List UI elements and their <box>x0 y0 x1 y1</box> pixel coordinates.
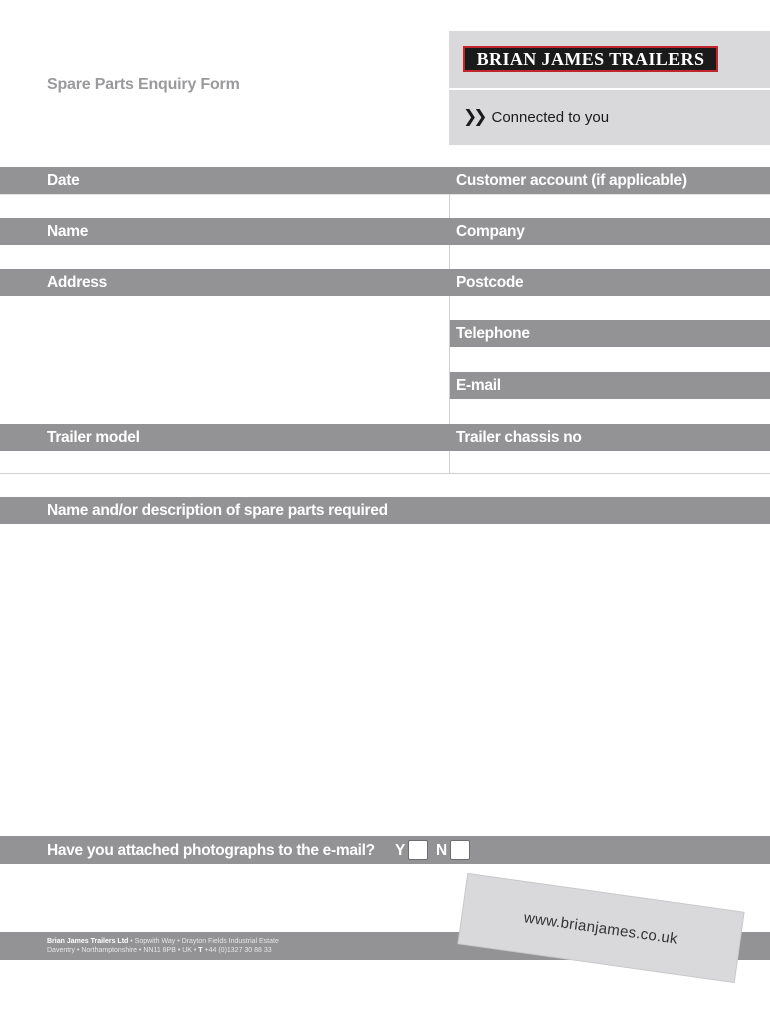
email-header-bar <box>450 372 770 399</box>
address-label: Address <box>47 274 107 291</box>
trailer-chassis-label: Trailer chassis no <box>456 429 582 446</box>
parts-description-field[interactable] <box>0 524 770 836</box>
name-field[interactable] <box>0 245 448 269</box>
divider <box>0 194 770 195</box>
telephone-field[interactable] <box>450 347 770 371</box>
column-divider <box>449 245 450 269</box>
website-card <box>458 874 743 982</box>
footer-line-1 <box>47 937 279 946</box>
date-field[interactable] <box>0 194 448 218</box>
no-checkbox[interactable] <box>450 840 470 860</box>
trailer-model-field[interactable] <box>0 451 448 473</box>
footer-tel-value: +44 (0)1327 30 88 33 <box>202 947 272 954</box>
footer-line-2 <box>47 946 279 955</box>
logo-text: BRIAN JAMES TRAILERS <box>476 48 705 69</box>
name-label: Name <box>47 223 89 240</box>
parts-description-label: Name and/or description of spare parts required <box>47 502 388 519</box>
footer-address <box>47 937 279 955</box>
photos-question-label: Have you attached photographs to the e-mail? <box>47 842 375 859</box>
footer-address-line-1: • Sopwith Way • Drayton Fields Industrial Estate <box>128 938 279 945</box>
name-header-bar <box>0 218 770 245</box>
tagline-text: Connected to you <box>491 108 610 126</box>
footer-company: Brian James Trailers Ltd <box>47 938 129 945</box>
postcode-label: Postcode <box>456 274 524 291</box>
brand-logo <box>463 46 718 72</box>
customer-account-field[interactable] <box>450 194 770 218</box>
customer-account-label: Customer account (if applicable) <box>456 172 687 189</box>
parts-header-bar <box>0 497 770 524</box>
address-header-bar <box>0 269 770 296</box>
telephone-header-bar <box>450 320 770 347</box>
company-field[interactable] <box>450 245 770 269</box>
company-label: Company <box>456 223 525 240</box>
website-link[interactable]: www.brianjames.co.uk <box>522 908 680 948</box>
tagline <box>463 107 609 127</box>
yes-label: Y <box>395 842 406 859</box>
form-title: Spare Parts Enquiry Form <box>47 76 240 93</box>
date-label: Date <box>47 172 80 189</box>
trailer-header-bar <box>0 424 770 451</box>
address-field[interactable] <box>0 296 448 424</box>
telephone-label: Telephone <box>456 325 530 342</box>
postcode-field[interactable] <box>450 296 770 320</box>
brand-divider <box>449 88 770 90</box>
footer-tel-label: T <box>198 947 203 954</box>
date-header-bar <box>0 167 770 194</box>
email-label: E-mail <box>456 377 501 394</box>
photos-header-bar <box>0 836 770 864</box>
double-chevron-right-icon: ❯❯ <box>463 107 484 126</box>
column-divider <box>449 194 450 218</box>
trailer-model-label: Trailer model <box>47 429 140 446</box>
footer-address-line-2: Daventry • Northamptonshire • NN11 8PB • UK • <box>47 947 199 954</box>
column-divider <box>449 451 450 473</box>
email-field[interactable] <box>450 399 770 423</box>
yes-checkbox[interactable] <box>408 840 428 860</box>
divider <box>0 473 770 474</box>
no-label: N <box>436 842 447 859</box>
trailer-chassis-field[interactable] <box>450 451 770 473</box>
